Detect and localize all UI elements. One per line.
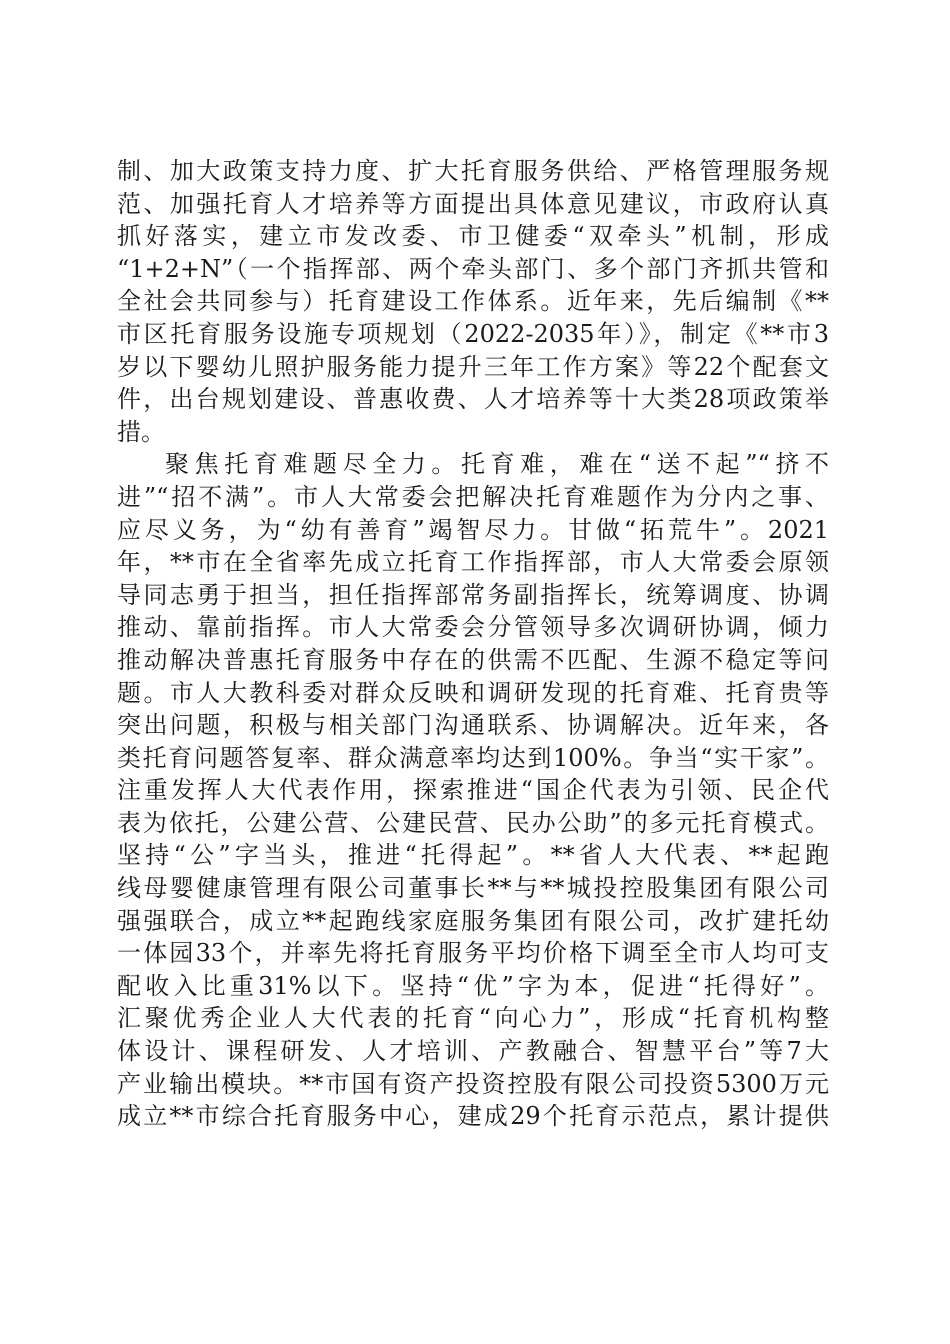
text-line: 类托育问题答复率、群众满意率均达到100%。争当“实干家”。 (117, 743, 829, 772)
text-line: 聚焦托育难题尽全力。托育难，难在“送不起”“挤不 (165, 450, 829, 479)
text-line: 推动、靠前指挥。市人大常委会分管领导多次调研协调，倾力 (117, 613, 829, 642)
text-line: 制、加大政策支持力度、扩大托育服务供给、严格管理服务规 (117, 157, 829, 185)
text-line: 线母婴健康管理有限公司董事长**与**城投控股集团有限公司 (117, 874, 829, 903)
text-line: “1+2+N”（一个指挥部、两个牵头部门、多个部门齐抓共管和 (117, 254, 829, 283)
text-line: 导同志勇于担当，担任指挥部常务副指挥长，统筹调度、协调 (117, 580, 829, 609)
text-line: 强强联合，成立**起跑线家庭服务集团有限公司，改扩建托幼 (117, 906, 829, 935)
text-line: 题。市人大教科委对群众反映和调研发现的托育难、托育贵等 (117, 678, 829, 707)
text-line: 汇聚优秀企业人大代表的托育“向心力”，形成“托育机构整 (117, 1004, 829, 1033)
text-line: 进”“招不满”。市人大常委会把解决托育难题作为分内之事、 (117, 482, 829, 511)
text-line: 年，**市在全省率先成立托育工作指挥部，市人大常委会原领 (117, 548, 829, 577)
text-line: 件，出台规划建设、普惠收费、人才培养等十大类28项政策举 (117, 385, 829, 414)
text-line: 注重发挥人大代表作用，探索推进“国企代表为引领、民企代 (117, 776, 829, 805)
text-line: 产业输出模块。**市国有资产投资控股有限公司投资5300万元 (117, 1069, 829, 1098)
text-line: 坚持“公”字当头，推进“托得起”。**省人大代表、**起跑 (117, 841, 829, 870)
text-line: 突出问题，积极与相关部门沟通联系、协调解决。近年来，各 (117, 711, 829, 740)
text-line: 一体园33个，并率先将托育服务平均价格下调至全市人均可支 (117, 939, 829, 968)
text-line: 体设计、课程研发、人才培训、产教融合、智慧平台”等7大 (117, 1037, 829, 1066)
document-body (117, 155, 829, 1133)
text-line: 应尽义务，为“幼有善育”竭智尽力。甘做“拓荒牛”。2021 (117, 515, 829, 544)
text-line: 市区托育服务设施专项规划（2022-2035年）》，制定《**市3 (117, 319, 829, 348)
paragraph (117, 155, 829, 448)
paragraph (117, 448, 829, 1132)
text-line: 岁以下婴幼儿照护服务能力提升三年工作方案》等22个配套文 (117, 352, 829, 381)
text-line: 措。 (117, 417, 165, 446)
text-line: 推动解决普惠托育服务中存在的供需不匹配、生源不稳定等问 (117, 645, 829, 674)
text-line: 抓好落实，建立市发改委、市卫健委“双牵头”机制，形成 (117, 222, 829, 251)
text-line: 全社会共同参与）托育建设工作体系。近年来，先后编制《** (117, 287, 829, 316)
text-line: 范、加强托育人才培养等方面提出具体意见建议，市政府认真 (117, 189, 829, 218)
text-line: 配收入比重31%以下。坚持“优”字为本，促进“托得好”。 (117, 971, 829, 1000)
text-line: 表为依托，公建公营、公建民营、民办公助”的多元托育模式。 (117, 808, 829, 837)
text-line: 成立**市综合托育服务中心，建成29个托育示范点，累计提供 (117, 1102, 829, 1131)
